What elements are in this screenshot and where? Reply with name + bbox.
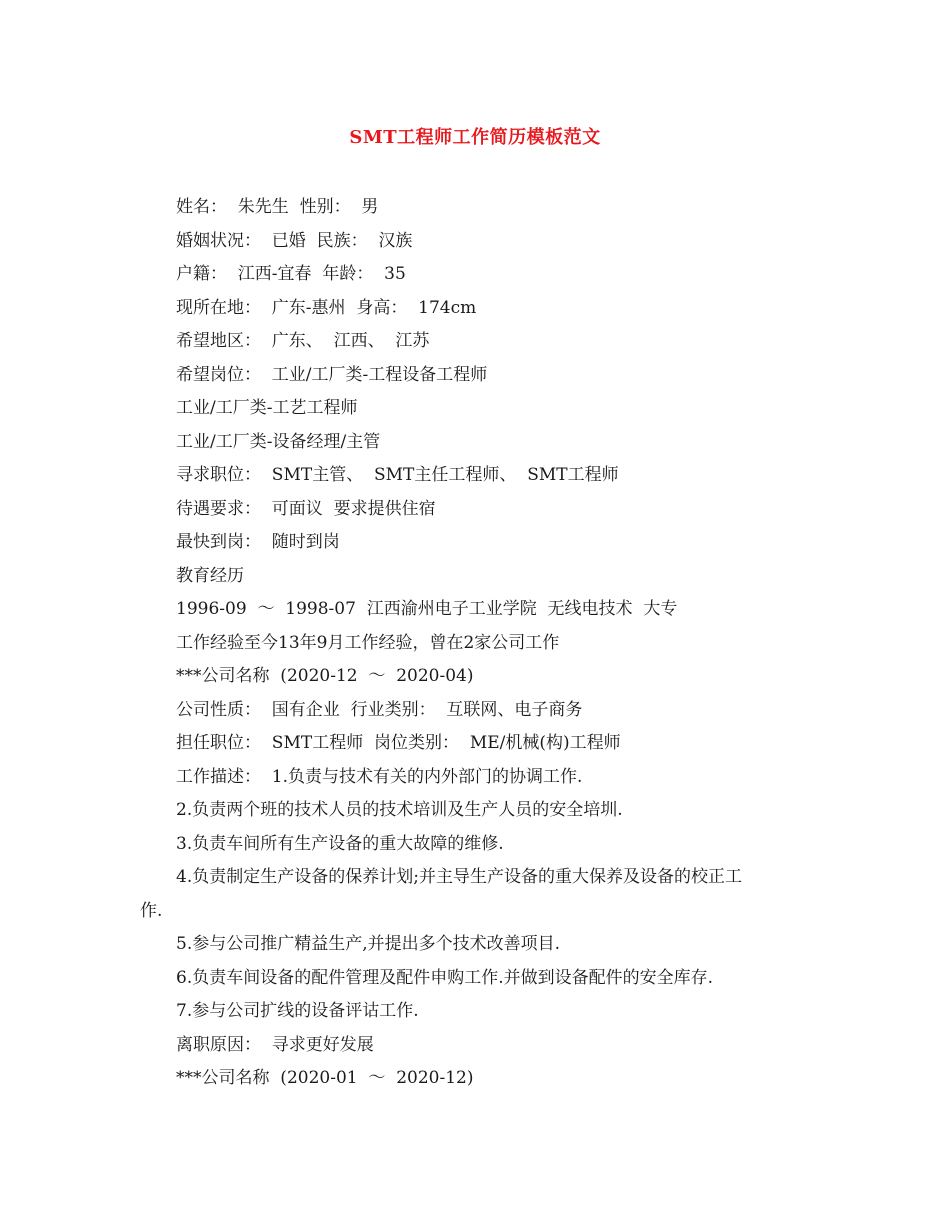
job-description-item-6: 6.负责车间设备的配件管理及配件申购工作.并做到设备配件的安全库存. xyxy=(176,967,714,988)
job-description-item-7: 7.参与公司扩线的设备评诂工作. xyxy=(176,1001,419,1021)
desired-position-line: 希望岗位： 工业/工厂类-工程设备工程师 xyxy=(176,364,488,385)
job-description-item-3: 3.负责车间所有生产设备的重大故障的维修. xyxy=(176,833,504,854)
leaving-reason-line: 离职原因： 寻求更好发展 xyxy=(176,1034,374,1055)
desired-position-line-2: 工业/工厂类-工艺工程师 xyxy=(176,398,358,418)
job-title-line: 担任职位： SMT工程师 岗位类别： ME/机械(构)工程师 xyxy=(176,733,621,753)
sought-job-line: 寻求职位： SMT主管、 SMT主任工程师、 SMT工程师 xyxy=(176,465,619,485)
availability-line: 最快到岗： 随时到岗 xyxy=(176,532,340,552)
desired-position-line-3: 工业/工厂类-设备经理/主管 xyxy=(176,431,381,452)
job-description-item-2: 2.负责两个班的技术人员的技术培训及生产人员的安全培圳. xyxy=(176,800,623,820)
company-nature-line: 公司性质： 国有企业 行业类别： 互联网、电子商务 xyxy=(176,699,583,720)
document-title: SMT工程师工作简历模板范文 xyxy=(349,127,601,148)
resume-body xyxy=(140,191,820,1096)
job-description-item-4-continued: 作. xyxy=(140,900,163,921)
job-description-item-5: 5.参与公司推广精益生产,并提出多个技术改善项目. xyxy=(176,934,561,954)
company-2-header: ***公司名称 (2020-01 ～ 2020-12) xyxy=(176,1068,474,1088)
desired-regions-line: 希望地区： 广东、 江西、 江苏 xyxy=(176,331,430,351)
location-height-line: 现所在地： 广东-惠州 身高： 174cm xyxy=(176,297,477,318)
education-entry: 1996-09 ～ 1998-07 江西渝州电子工业学院 无线电技术 大专 xyxy=(176,599,678,619)
experience-summary: 工作经验至今13年9月工作经验，曾在2家公司工作 xyxy=(176,632,560,653)
hometown-age-line: 户籍： 江西-宜春 年龄： 35 xyxy=(176,264,406,284)
job-description-item-1: 工作描述： 1.负责与技术有关的内外部门的协调工作. xyxy=(176,766,583,787)
salary-requirement-line: 待遇要求： 可面议 要求提供住宿 xyxy=(176,498,436,519)
marital-ethnicity-line: 婚姻状况： 已婚 民族： 汉族 xyxy=(176,230,413,251)
company-1-header: ***公司名称 (2020-12 ～ 2020-04) xyxy=(176,666,474,686)
education-heading: 教育经历 xyxy=(176,565,244,586)
job-description-item-4: 4.负责制定生产设备的保养计划;并主导生产设备的重大保养及设备的校正工 xyxy=(176,867,742,887)
name-gender-line: 姓名： 朱先生 性别： 男 xyxy=(176,197,379,217)
